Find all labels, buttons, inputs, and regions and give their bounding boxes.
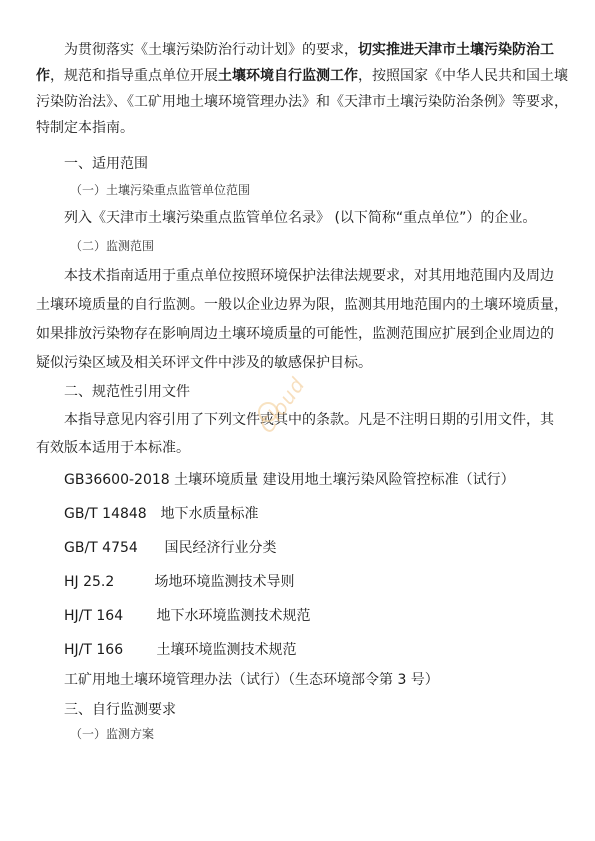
- intro-text: ，规范和指导重点单位开展: [50, 68, 218, 84]
- reference-code: HJ/T 166: [64, 642, 124, 658]
- reference-code: HJ/T 164: [64, 608, 124, 624]
- intro-line-2: [36, 66, 568, 86]
- reference-code: GB/T 14848: [64, 506, 147, 522]
- section-1-para-line-3: 如果排放污染物存在影响周边土壤环境质量的可能性，监测范围应扩展到企业周边的: [36, 326, 554, 342]
- section-1-para-line-4: 疑似污染区域及相关环评文件中涉及的敏感保护目标。: [36, 355, 372, 371]
- section-2-para-line-1: 本指导意见内容引用了下列文件或其中的条款。凡是不注明日期的引用文件，其: [64, 412, 554, 428]
- reference-item: [64, 606, 310, 626]
- watermark-logo: Cloud: [254, 372, 310, 438]
- section-1-subheading-2: （二）监测范围: [70, 239, 155, 253]
- section-1-subheading-1: （一）土壤污染重点监管单位范围: [70, 183, 251, 197]
- section-1-heading: 一、适用范围: [64, 156, 148, 172]
- reference-title: 地下水环境监测技术规范: [156, 608, 311, 624]
- reference-item: [64, 504, 258, 524]
- intro-text: ，按照国家《中华人民共和国土壤: [358, 68, 568, 84]
- reference-title: 土壤环境监测技术规范: [156, 642, 297, 658]
- reference-item: [64, 538, 276, 558]
- section-3-heading: 三、自行监测要求: [64, 702, 176, 718]
- reference-item: [64, 470, 515, 490]
- section-1-sub1-text: 列入《天津市土壤污染重点监管单位名录》 (以下简称“重点单位”）的企业。: [64, 210, 537, 226]
- reference-title: 土壤环境质量 建设用地土壤污染风险管控标准（试行）: [174, 472, 515, 488]
- section-1-para-line-1: 本技术指南适用于重点单位按照环境保护法律法规要求，对其用地范围内及周边: [64, 268, 554, 284]
- reference-item: [64, 640, 296, 660]
- section-2-para-line-2: 有效版本适用于本标准。: [36, 440, 190, 456]
- section-1-para-line-2: 土壤环境质量的自行监测。一般以企业边界为限，监测其用地范围内的土壤环境质量，: [36, 297, 568, 313]
- reference-title: 国民经济行业分类: [164, 540, 277, 556]
- intro-line-4: 特制定本指南。: [36, 120, 134, 136]
- reference-item: [64, 572, 294, 592]
- reference-title: 场地环境监测技术导则: [154, 574, 295, 590]
- reference-code: GB/T 4754: [64, 540, 138, 556]
- intro-emphasis: 切实推进天津市土壤污染防治工: [358, 42, 554, 58]
- reference-title: 地下水质量标准: [160, 506, 259, 522]
- reference-item-regulation: 工矿用地土壤环境管理办法（试行）（生态环境部令第 3 号）: [64, 672, 439, 688]
- intro-line-1: [64, 40, 554, 60]
- intro-emphasis: 作: [36, 68, 50, 84]
- reference-code: GB36600-2018: [64, 472, 170, 488]
- intro-line-3: 污染防治法》、《工矿用地土壤环境管理办法》和《天津市土壤污染防治条例》等要求，: [36, 94, 568, 110]
- reference-code: HJ 25.2: [64, 574, 115, 590]
- intro-emphasis: 土壤环境自行监测工作: [218, 68, 358, 84]
- intro-text: 为贯彻落实《土壤污染防治行动计划》的要求，: [64, 42, 358, 58]
- section-2-heading: 二、规范性引用文件: [64, 384, 190, 400]
- section-3-subheading-1: （一）监测方案: [70, 727, 155, 741]
